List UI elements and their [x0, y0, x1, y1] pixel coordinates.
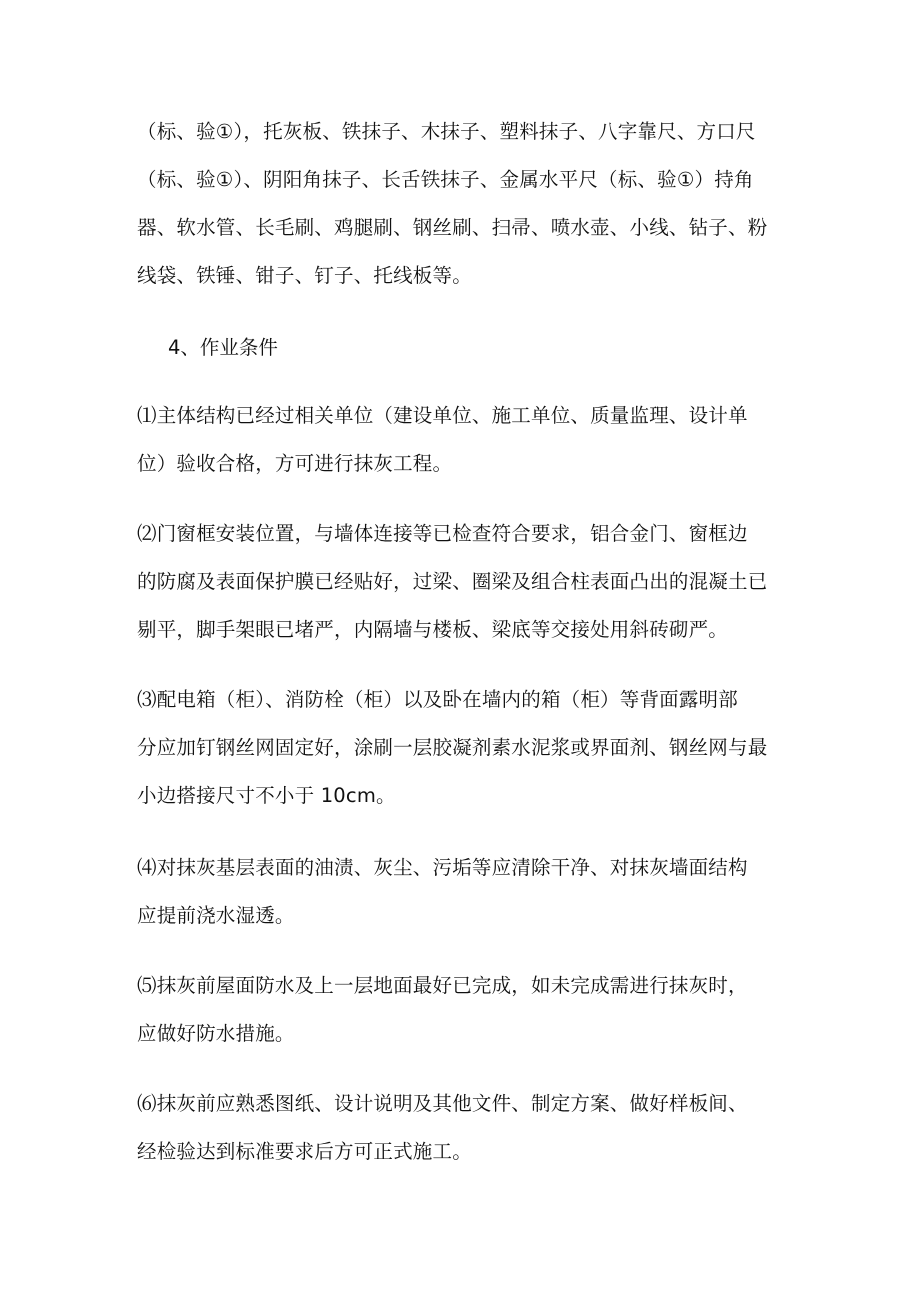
tool-list-paragraph — [137, 108, 797, 300]
paragraph-line: （标、验①），托灰板、铁抹子、木抹子、塑料抹子、八字靠尺、方口尺 — [137, 120, 756, 143]
paragraph-line: 小边搭接尺寸不小于 10cm。 — [137, 784, 396, 807]
paragraph-line: 经检验达到标准要求后方可正式施工。 — [137, 1140, 472, 1163]
paragraph-line: 应提前浇水湿透。 — [137, 904, 295, 927]
paragraph-line: ⑵门窗框安装位置，与墙体连接等已检查符合要求，铝合金门、窗框边 — [137, 522, 748, 545]
paragraph-line: 应做好防水措施。 — [137, 1022, 295, 1045]
paragraph-line: ⑴主体结构已经过相关单位（建设单位、施工单位、质量监理、设计单 — [137, 404, 748, 427]
paragraph-line: 剔平，脚手架眼已堵严，内隔墙与楼板、梁底等交接处用斜砖砌严。 — [137, 618, 729, 641]
condition-item-4 — [137, 844, 797, 940]
paragraph-line: 器、软水管、长毛刷、鸡腿刷、钢丝刷、扫帚、喷水壶、小线、钻子、粉 — [137, 216, 768, 239]
paragraph-line: ⑸抹灰前屋面防水及上一层地面最好已完成，如未完成需进行抹灰时， — [137, 974, 748, 997]
paragraph-line: 分应加钉钢丝网固定好，涂刷一层胶凝剂素水泥浆或界面剂、钢丝网与最 — [137, 736, 768, 759]
condition-item-1 — [137, 392, 797, 488]
paragraph-line: （标、验①）、阴阳角抹子、长舌铁抹子、金属水平尺（标、验①）持角 — [137, 168, 754, 191]
paragraph-line: ⑹抹灰前应熟悉图纸、设计说明及其他文件、制定方案、做好样板间、 — [137, 1092, 748, 1115]
section-heading: 4、作业条件 — [168, 336, 278, 359]
condition-item-5 — [137, 962, 797, 1058]
paragraph-line: 线袋、铁锤、钳子、钉子、托线板等。 — [137, 264, 472, 287]
condition-item-3 — [137, 676, 797, 820]
paragraph-line: 的防腐及表面保护膜已经贴好，过梁、圈梁及组合柱表面凸出的混凝土已 — [137, 570, 768, 593]
paragraph-line: ⑷对抹灰基层表面的油渍、灰尘、污垢等应清除干净、对抹灰墙面结构 — [137, 856, 748, 879]
condition-item-6 — [137, 1080, 797, 1176]
paragraph-line: ⑶配电箱（柜）、消防栓（柜）以及卧在墙内的箱（柜）等背面露明部 — [137, 688, 738, 711]
paragraph-line: 位）验收合格，方可进行抹灰工程。 — [137, 452, 453, 475]
condition-item-2 — [137, 510, 797, 654]
